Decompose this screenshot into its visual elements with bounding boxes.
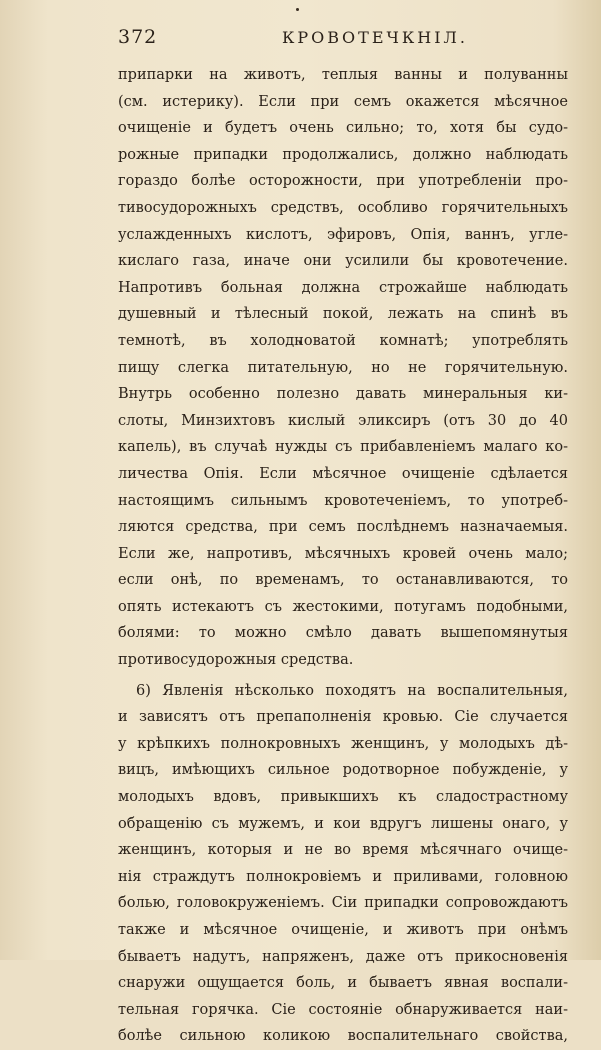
text-line: кислаго газа, иначе они усилили бы кровотечение. <box>118 253 568 270</box>
text-line: Напротивъ больная должна строжайше наблюдать <box>118 279 568 296</box>
text-line: настоящимъ сильнымъ кровотеченіемъ, то употреб- <box>118 492 568 509</box>
text-line: ляются средства, при семъ послѣднемъ назначаемыя. <box>118 519 568 536</box>
text-line: болью, головокруженіемъ. Сіи припадки сопровождаютъ <box>118 895 568 912</box>
text-line: и зависятъ отъ препаполненія кровью. Сіе случается <box>118 709 568 726</box>
text-line: 6) Явленія нѣсколько походятъ на воспалительныя, <box>136 682 568 699</box>
text-line: противосудорожныя средства. <box>118 652 354 669</box>
text-line: обращенію съ мужемъ, и кои вдругъ лишены онаго, у <box>118 815 568 832</box>
text-line: Если же, напротивъ, мѣсячныхъ кровей очень мало; <box>118 545 568 562</box>
text-line: молодыхъ вдовъ, привыкшихъ къ сладострастному <box>118 789 568 806</box>
text-line: услажденныхъ кислотъ, эфировъ, Опія, ваннъ, угле- <box>118 226 568 243</box>
text-line: снаружи ощущается боль, и бываетъ явная воспали- <box>118 975 568 992</box>
text-line: Внутрь особенно полезно давать минеральныя ки- <box>118 386 568 403</box>
text-line: слоты, Минзихтовъ кислый эликсиръ (отъ 30 до 40 <box>118 412 568 429</box>
text-line: болѣе сильною коликою воспалительнаго свойства, <box>118 1028 568 1045</box>
text-line: личества Опія. Если мѣсячное очищеніе сдѣлается <box>118 465 568 482</box>
text-line: если онѣ, по временамъ, то останавливаются, то <box>118 572 568 589</box>
text-line: капель), въ случаѣ нужды съ прибавленіемъ малаго ко- <box>118 439 568 456</box>
text-line: опять истекаютъ съ жестокими, потугамъ подобными, <box>118 598 568 615</box>
text-line: гораздо болѣе осторожности, при употребленіи про- <box>118 173 568 190</box>
text-line: припарки на животъ, теплыя ванны и полуванны <box>118 67 568 83</box>
ink-speck <box>296 8 299 11</box>
text-line: вицъ, имѣющихъ сильное родотворное побужденіе, у <box>118 762 568 779</box>
page-number: 372 <box>118 26 158 48</box>
text-line: у крѣпкихъ полнокровныхъ женщинъ, у молодыхъ дѣ- <box>118 735 568 752</box>
text-line: тивосудорожныхъ средствъ, особливо горячительныхъ <box>118 199 568 216</box>
page-body <box>118 62 568 1050</box>
text-line: тельная горячка. Сіе состояніе обнаруживается наи- <box>118 1001 568 1018</box>
text-line: темнотѣ, въ холодноватой комнатѣ; употреблять <box>118 332 568 349</box>
text-line: очищеніе и будетъ очень сильно; то, хотя бы судо- <box>118 120 568 137</box>
text-line: рожные припадки продолжались, должно наблюдать <box>118 146 568 163</box>
text-line: бываетъ надутъ, напряженъ, даже отъ прикосновенія <box>118 948 568 965</box>
text-line: пищу слегка питательную, но не горячительную. <box>118 359 568 376</box>
text-line: (см. истерику). Если при семъ окажется мѣсячное <box>118 93 568 110</box>
text-line: душевный и тѣлесный покой, лежать на спинѣ въ <box>118 306 568 323</box>
text-line: нія страждутъ полнокровіемъ и приливами, головною <box>118 868 568 885</box>
text-line: женщинъ, которыя и не во время мѣсячнаго очище- <box>118 842 568 859</box>
text-line: болями: то можно смѣло давать вышепомянутыя <box>118 625 568 642</box>
text-line: также и мѣсячное очищеніе, и животъ при онѣмъ <box>118 922 568 938</box>
running-title: КРОВОТЕЧКНІЛ. <box>282 28 468 47</box>
